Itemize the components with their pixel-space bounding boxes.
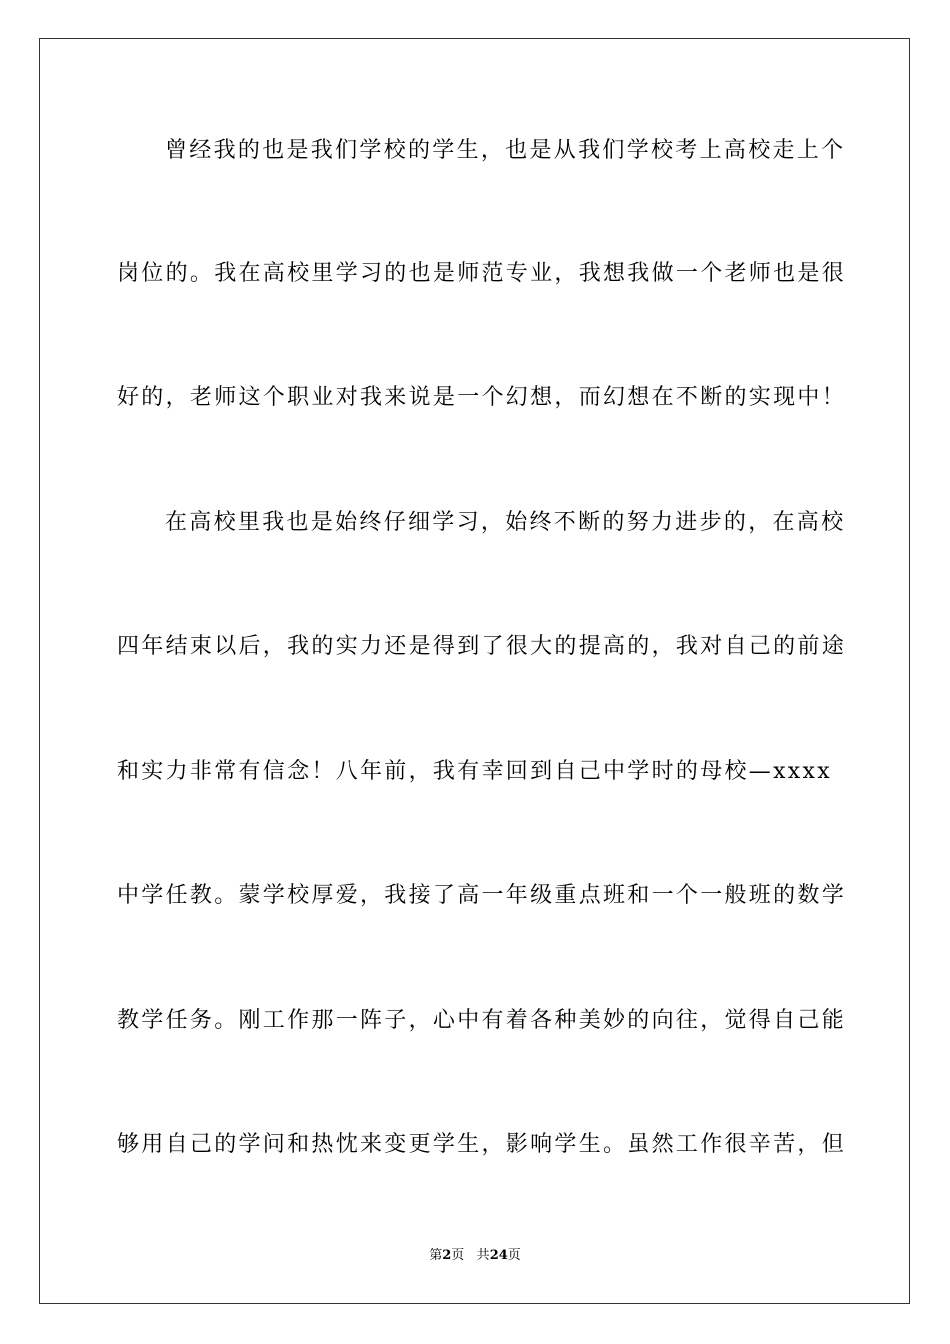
- body-line-9: 够用自己的学问和热忱来变更学生，影响学生。虽然工作很辛苦，但: [117, 1132, 847, 1157]
- total-prefix: 共: [476, 1248, 490, 1263]
- body-line-2: 岗位的。我在高校里学习的也是师范专业，我想我做一个老师也是很: [117, 261, 847, 286]
- body-line-7: 中学任教。蒙学校厚爱，我接了高一年级重点班和一个一般班的数学: [117, 883, 847, 908]
- page-prefix: 第: [429, 1248, 443, 1263]
- body-line-4: 在高校里我也是始终仔细学习，始终不断的努力进步的，在高校: [165, 510, 846, 535]
- body-line-3: 好的，老师这个职业对我来说是一个幻想，而幻想在不断的实现中！: [117, 385, 847, 410]
- body-line-8: 教学任务。刚工作那一阵子，心中有着各种美妙的向往，觉得自己能: [117, 1008, 847, 1033]
- page-number: 2: [442, 1248, 452, 1263]
- body-line-6: 和实力非常有信念！八年前，我有幸回到自己中学时的母校—xxxx: [117, 759, 832, 784]
- body-line-5: 四年结束以后，我的实力还是得到了很大的提高的，我对自己的前途: [117, 634, 847, 659]
- page-suffix: 页: [451, 1248, 465, 1263]
- total-pages: 24: [489, 1248, 508, 1263]
- page-frame: [39, 38, 910, 1304]
- total-suffix: 页: [507, 1248, 521, 1263]
- body-line-1: 曾经我的也是我们学校的学生，也是从我们学校考上高校走上个: [165, 138, 846, 163]
- page-footer: [0, 1247, 950, 1265]
